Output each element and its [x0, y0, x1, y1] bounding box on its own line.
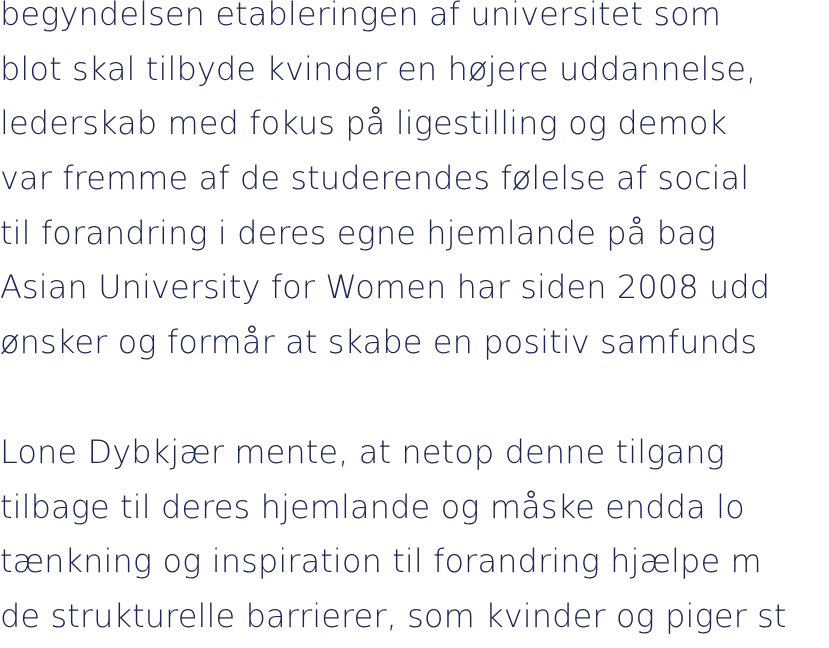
text-line: Asian University for Women har siden 2008 udd — [0, 268, 771, 307]
text-line: ønsker og formår at skabe en positiv samfunds — [0, 323, 758, 362]
text-line: til forandring i deres egne hjemlande på bag — [0, 213, 717, 252]
text-line: tilbage til deres hjemlande og måske endda lo — [0, 487, 745, 526]
text-line: Lone Dybkjær mente, at netop denne tilgang — [0, 433, 725, 471]
text-line: begyndelsen etableringen af universitet som — [0, 0, 722, 33]
body-paragraph — [0, 425, 787, 644]
text-line: var fremme af de studerendes følelse af social — [0, 159, 750, 198]
text-line: blot skal tilbyde kvinder en højere uddannelse, — [0, 49, 757, 88]
text-line: lederskab med fokus på ligestilling og demok — [0, 104, 728, 143]
text-line: tænkning og inspiration til forandring hjælpe m — [0, 542, 762, 581]
text-line: de strukturelle barrierer, som kvinder og piger st — [0, 597, 787, 636]
